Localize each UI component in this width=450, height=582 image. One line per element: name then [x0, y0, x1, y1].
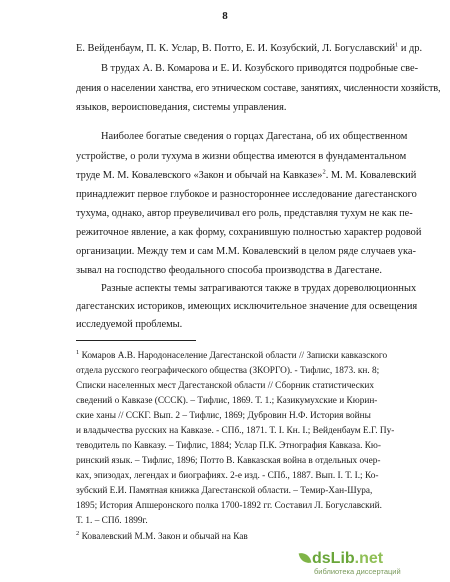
body-line: Разные аспекты темы затрагиваются также в трудах дореволюционных [101, 283, 417, 294]
footnote-ref: 2 [322, 168, 326, 176]
footnote-number: 1 [76, 348, 80, 356]
body-line: дагестанских историков, имеющих исключительное значение для освещения [76, 301, 418, 312]
footnote-number: 2 [76, 529, 80, 537]
body-line: труде М. М. Ковалевского «Закон и обычай на Кавказе»$^2$. М. М. Ковалевский [76, 168, 417, 181]
footnote-line: ринский язык. – Тифлис, 1896; Потто В. Кавказская война в отдельных очер- [76, 456, 381, 466]
footnote-line: ках, эпизодах, легендах и биографиях. 2-е изд. - СПб., 1887. Вып. I. Т. I.; Ко- [76, 471, 379, 481]
watermark-logo: dsLib.net [312, 550, 384, 567]
site-watermark [312, 548, 442, 578]
footnote-line: ские ханы // ССКГ. Вып. 2 – Тифлис, 1869; Дубровин Н.Ф. История войны [76, 411, 371, 421]
footnote-line: $^1$ Комаров А.В. Народонаселение Дагестанской области // Записки кавказского [76, 348, 388, 361]
body-line: режиточное явление, а как форму, сохранившую полностью характер родовой [76, 227, 422, 238]
footnote-ref: 1 [395, 41, 399, 49]
body-line: принадлежит первое глубокое и разностороннее исследование дагестанского [76, 189, 417, 200]
body-line: Е. Вейденбаум, П. К. Услар, В. Потто, Е. И. Козубский, Л. Богуславский$^1$ и др. [76, 41, 423, 54]
body-line: дения о населении ханства, его этническом составе, занятиях, численности хозяйств, [76, 83, 441, 94]
body-line: устройстве, о роли тухума в жизни общества имеются в фундаментальном [76, 151, 407, 162]
body-line: тухума, однако, автор преувеличивал его роль, представляя тухум не как пе- [76, 208, 413, 219]
body-line: организации. Между тем и сам М.М. Ковалевский в целом ряде случаев ука- [76, 246, 416, 257]
body-line: зывал на господство феодального способа производства в Дагестане. [76, 265, 382, 276]
watermark-tagline: библиотека диссертаций [314, 567, 401, 576]
footnote-line: и владычества русских на Кавказе. - СПб., 1871. Т. I. Кн. I.; Вейденбаум Е.Г. Пу- [76, 426, 395, 436]
footnote-divider [76, 340, 196, 341]
page-number: 8 [222, 10, 228, 22]
footnote-line: сведений о Кавказе (СССК). – Тифлис, 1869. Т. 1.; Казикумухские и Кюрин- [76, 396, 378, 406]
footnote-line: отдела русского географического общества (ЗКОРГО). - Тифлис, 1873. кн. 8; [76, 366, 380, 376]
body-line: Наиболее богатые сведения о горцах Дагестана, об их общественном [101, 131, 408, 142]
footnote-line: 1895; История Апшеронского полка 1700-1892 гг. Составил Л. Богуславский. [76, 501, 382, 511]
footnote-line: $^2$ Ковалевский М.М. Закон и обычай на Кав [76, 529, 248, 542]
body-line: исследуемой проблемы. [76, 319, 183, 330]
footnote-line: зубский Е.И. Памятная книжка Дагестанской области. – Темир-Хан-Шура, [76, 486, 373, 496]
footnote-line: Списки населенных мест Дагестанской области // Сборник статистических [76, 381, 375, 391]
footnote-line: теводитель по Кавказу. – Тифлис, 1884; Услар П.К. Этнография Кавказа. Кю- [76, 441, 381, 451]
body-line: В трудах А. В. Комарова и Е. И. Козубского приводятся подробные све- [101, 63, 419, 74]
footnote-line: Т. 1. – СПб. 1899г. [76, 516, 148, 526]
body-line: языков, вероисповедания, системы управления. [76, 102, 287, 113]
leaf-icon [299, 551, 312, 565]
